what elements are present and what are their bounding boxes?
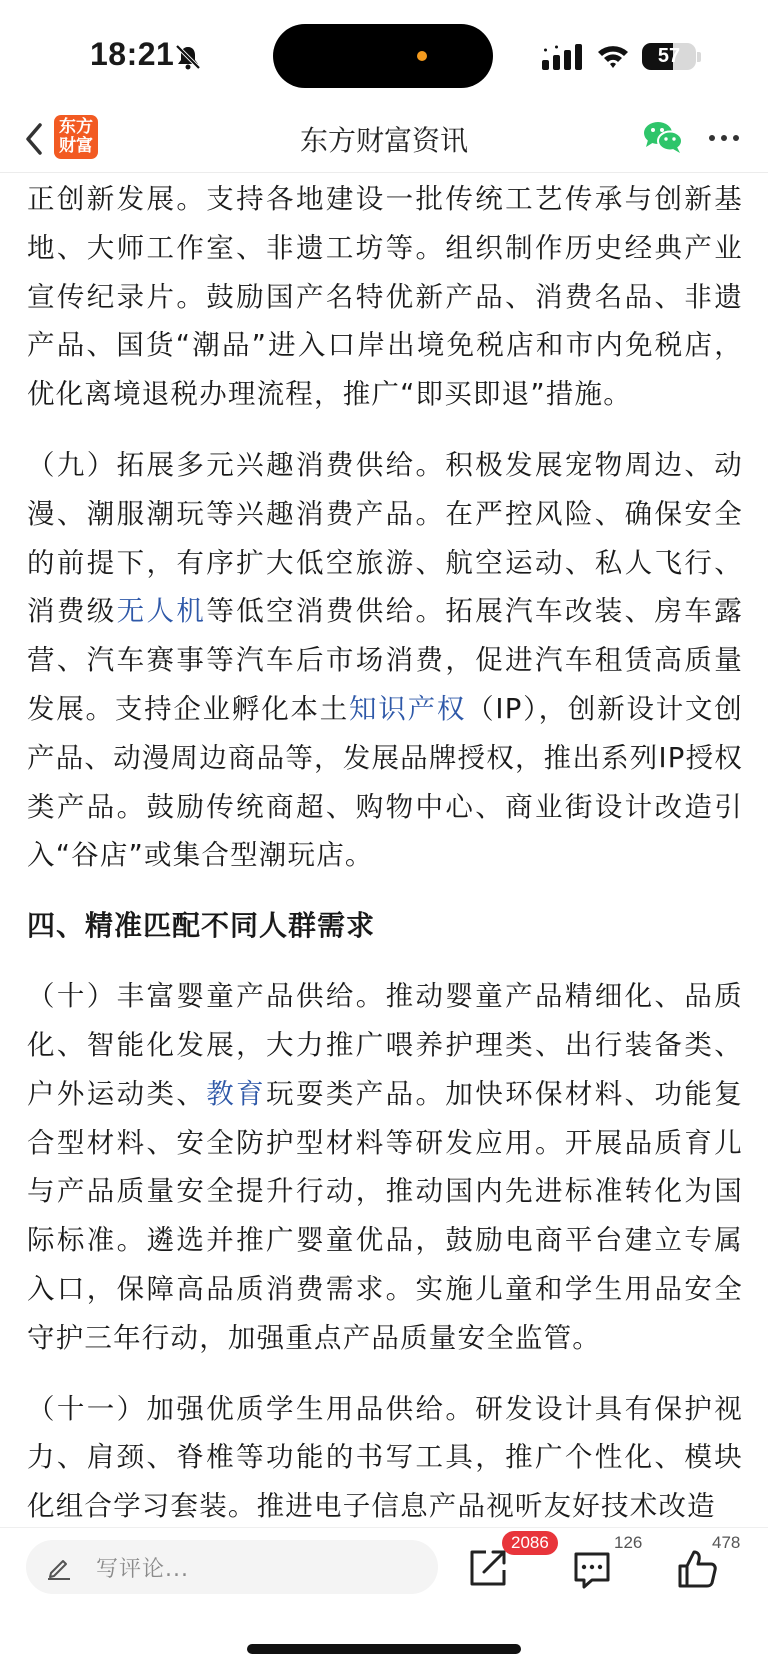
privacy-indicator-dot	[417, 51, 427, 61]
back-chevron-icon[interactable]	[18, 117, 58, 161]
paragraph-text: 等低空消费供给。拓展汽车改装、房车露营、汽车赛事等汽车后市场消费，促进汽车租赁高质量发展。支持企业孵化本土	[27, 595, 743, 725]
battery-cap	[697, 52, 701, 62]
article-paragraph	[27, 441, 743, 880]
comment-input[interactable]	[26, 1540, 438, 1594]
wifi-icon	[596, 42, 630, 70]
pencil-icon	[46, 1554, 72, 1580]
comment-count: 126	[614, 1533, 643, 1552]
more-options-icon[interactable]	[706, 123, 742, 153]
status-time: 18:21	[90, 36, 175, 72]
share-icon[interactable]	[466, 1546, 510, 1590]
page-title: 东方财富资讯	[299, 124, 468, 157]
article-paragraph	[27, 175, 743, 419]
paragraph-text: （十一）加强优质学生用品供给。研发设计具有保护视力、肩颈、脊椎等功能的书写工具，推广个性化、模块化组合学习套装。推进电子信息产品视听友好技术改造	[27, 1392, 743, 1523]
logo-line-2: 财富	[59, 136, 93, 156]
home-indicator	[247, 1644, 521, 1654]
paragraph-text: 正创新发展。支持各地建设一批传统工艺传承与创新基地、大师工作室、非遗工坊等。组织制作历史经典产业宣传纪录片。鼓励国产名特优新产品、消费名品、非遗产品、国货“潮品”进入口岸出境免税店和市内免税店，优化离境退税办理流程，推广“即买即退”措施。	[27, 183, 743, 411]
paragraph-text: （十）丰富婴童产品供给。推动婴童产品精细化、品质化、智能化发展，大力推广喂养护理类、出行装备类、户外运动类、	[27, 980, 743, 1110]
bottom-action-bar	[0, 1527, 768, 1669]
paragraph-text: （IP），创新设计文创产品、动漫周边商品等，发展品牌授权，推出系列IP授权类产品。鼓励传统商超、购物中心、商业街设计改造引入“谷店”或集合型潮玩店。	[27, 692, 743, 872]
logo-line-1: 东方	[59, 117, 93, 137]
cellular-signal-icon	[542, 44, 584, 70]
keyword-link[interactable]: 教育	[206, 1077, 267, 1110]
article-paragraph	[27, 1385, 743, 1527]
comment-bubble-icon[interactable]	[572, 1550, 612, 1590]
paragraph-text: （九）拓展多元兴趣消费供给。积极发展宠物周边、动漫、潮服潮玩等兴趣消费产品。在严控风险、确保安全的前提下，有序扩大低空旅游、航空运动、私人飞行、消费级	[27, 448, 743, 628]
share-count-badge: 2086	[502, 1531, 558, 1555]
battery-icon	[642, 43, 696, 70]
mute-bell-icon	[174, 44, 202, 70]
article-paragraph	[27, 972, 743, 1362]
status-bar	[0, 0, 768, 105]
nav-bar	[0, 105, 768, 173]
section-heading: 四、精准匹配不同人群需求	[27, 909, 376, 943]
battery-percent: 57	[657, 45, 681, 67]
like-count: 478	[712, 1533, 741, 1552]
dynamic-island	[273, 24, 493, 88]
paragraph-text: 玩耍类产品。加快环保材料、功能复合型材料、安全防护型材料等研发应用。开展品质育儿与产品质量安全提升行动，推动国内先进标准转化为国际标准。遴选并推广婴童优品，鼓励电商平台建立专属入口，保障高品质消费需求。实施儿童和学生用品安全守护三年行动，加强重点产品质量安全监管。	[27, 1077, 743, 1354]
article-body	[27, 175, 743, 1527]
comment-placeholder: 写评论...	[96, 1557, 189, 1582]
eastmoney-logo[interactable]	[54, 115, 98, 159]
wechat-share-icon[interactable]	[642, 119, 684, 155]
keyword-link[interactable]: 知识产权	[349, 692, 467, 725]
keyword-link[interactable]: 无人机	[116, 595, 207, 628]
